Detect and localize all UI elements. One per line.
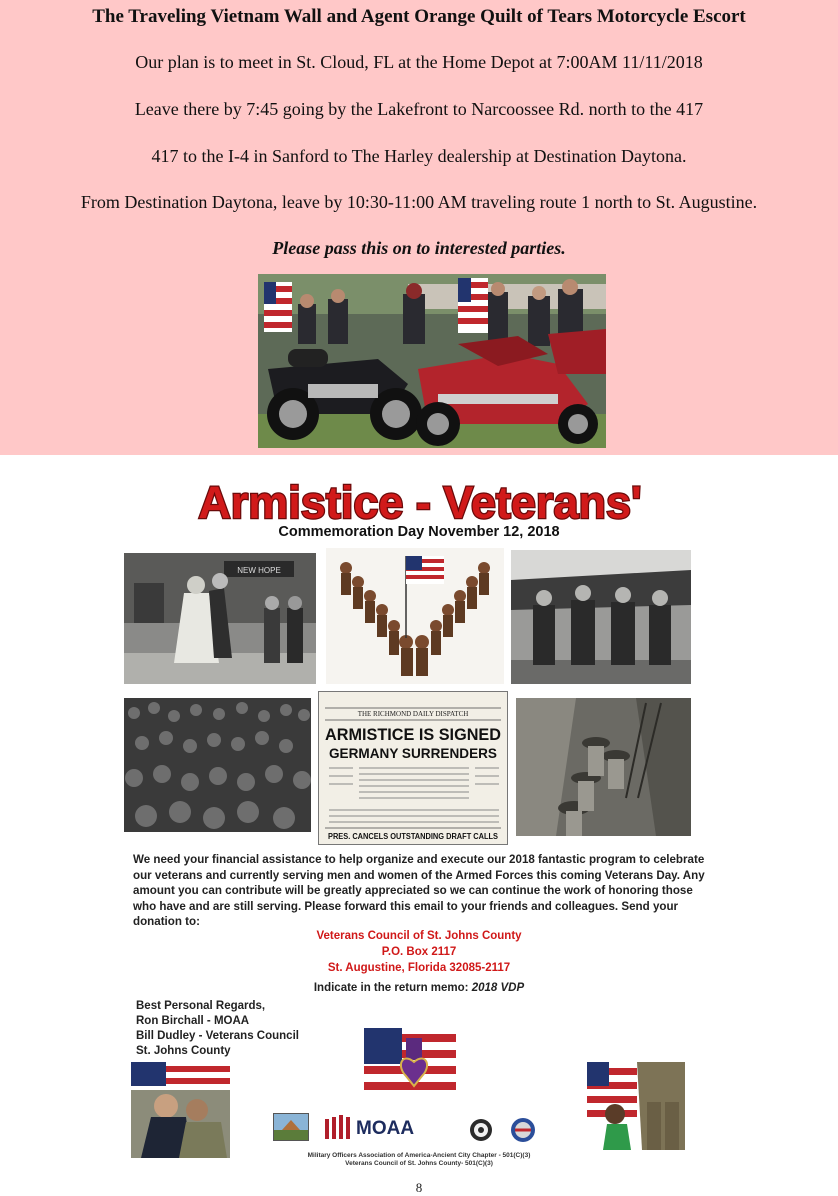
armistice-flyer: [0, 458, 838, 1194]
moaa-logo: [356, 1116, 442, 1138]
signature-line-1: Best Personal Regards,: [136, 1000, 266, 1012]
commemoration-subheading: Commemoration Day November 12, 2018: [278, 524, 560, 540]
route-line-1: Leave there by 7:45 going by the Lakefront to Narcoossee Rd. north to the 417: [134, 99, 704, 119]
newspaper-clipping: [318, 691, 508, 845]
meeting-line: Our plan is to meet in St. Cloud, FL at the Home Depot at 7:00AM 11/11/2018: [135, 52, 703, 72]
escort-announcement-panel: [0, 0, 838, 455]
banner-text: Armistice - Veterans': [198, 477, 642, 528]
memo-value: 2018 VDP: [471, 982, 525, 994]
celebrating-crowd-photo: [124, 698, 311, 832]
pass-on-note: Please pass this on to interested parties.: [272, 238, 566, 258]
address-line-1: Veterans Council of St. Johns County: [316, 930, 522, 942]
newspaper-headline-1: ARMISTICE IS SIGNED: [325, 725, 501, 744]
donation-appeal-text: We need your financial assistance to help organize and execute our 2018 fantastic program to celebrate our veterans and currently serving men and women of the Armed Forces this coming Veterans Day. Any amount you can contribute will be greatly appreciated so we can continue the work of honoring those who have and are still serving. Please forward this email to your friends and colleagues. Send your donation to:: [133, 853, 705, 928]
aviators-photo: [511, 550, 691, 684]
chapter-seal-icon: [469, 1118, 493, 1142]
newspaper-headline-2: GERMANY SURRENDERS: [329, 745, 497, 761]
motorcycles-photo: [258, 274, 606, 448]
memo-label: Indicate in the return memo:: [313, 982, 469, 994]
newspaper-masthead: THE RICHMOND DAILY DISPATCH: [357, 710, 469, 718]
child-with-soldier-photo: [587, 1062, 685, 1150]
trench-soldiers-photo: [516, 698, 691, 836]
newspaper-footer-headline: PRES. CANCELS OUTSTANDING DRAFT CALLS: [328, 832, 499, 841]
soldier-embrace-photo: [131, 1062, 230, 1158]
route-line-2: 417 to the I-4 in Sanford to The Harley dealership at Destination Daytona.: [151, 146, 687, 166]
address-line-3: St. Augustine, Florida 32085-2117: [327, 962, 511, 974]
purple-heart-photo: [364, 1028, 456, 1101]
memo-instruction: [0, 982, 838, 994]
veterans-council-logo: [273, 1113, 309, 1141]
address-line-2: P.O. Box 2117: [381, 946, 457, 958]
armistice-banner: [120, 458, 720, 528]
signature-line-3: Bill Dudley - Veterans Council: [136, 1030, 299, 1042]
footer-line-1: Military Officers Association of America-Ancient City Chapter - 501(C)(3): [307, 1152, 531, 1159]
homecoming-photo: [124, 553, 316, 684]
page-number: 8: [415, 1180, 423, 1195]
military-emblem-icon: [510, 1117, 536, 1143]
moaa-stripes-icon: [325, 1115, 355, 1139]
svg-text:NEW HOPE: NEW HOPE: [237, 566, 281, 575]
footer-line-2: Veterans Council of St. Johns County- 501(C)(3): [345, 1160, 493, 1167]
signature-line-2: Ron Birchall - MOAA: [136, 1015, 250, 1027]
soldiers-v-formation-photo: [326, 548, 504, 684]
signature-line-4: St. Johns County: [136, 1045, 231, 1057]
escort-title: The Traveling Vietnam Wall and Agent Orange Quilt of Tears Motorcycle Escort: [92, 6, 746, 27]
route-line-3: From Destination Daytona, leave by 10:30-11:00 AM traveling route 1 north to St. Augustine.: [80, 192, 758, 212]
moaa-logo-text: MOAA: [356, 1118, 415, 1138]
